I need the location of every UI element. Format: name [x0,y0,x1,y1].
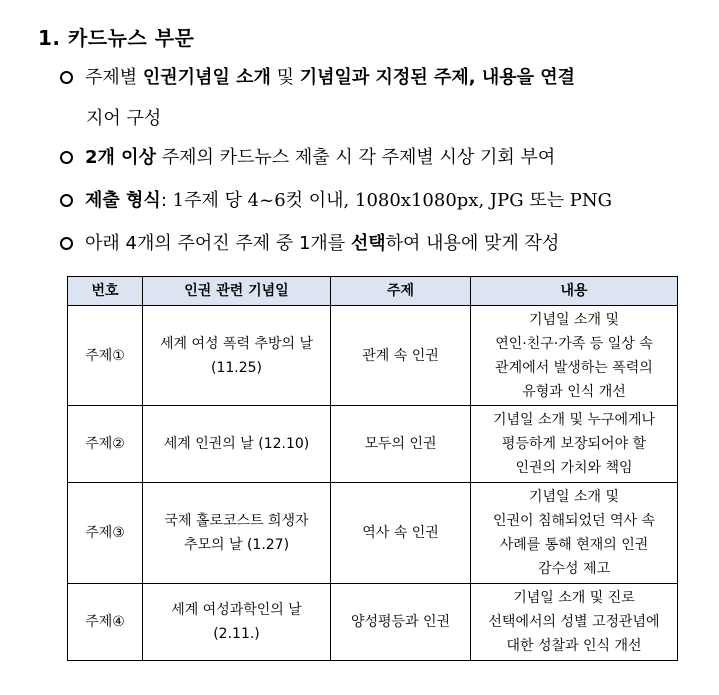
bullet-2: 2개 이상 주제의 카드뉴스 제출 시 각 주제별 시상 기회 부여 [60,147,555,169]
content-cell: 기념일 소개 및 연인·친구·가족 등 일상 속 관계에서 발생하는 폭력의 유형과 인식 개선 [471,306,678,406]
topics-table [67,276,678,661]
section-heading: 1. 카드뉴스 부문 [38,26,195,50]
content-cell: 기념일 소개 및 진로 선택에서의 성별 고정관념에 대한 성찰과 인식 개선 [471,584,678,661]
row-number: 주제③ [68,483,143,584]
bullet-1-continuation: 지어 구성 [86,108,162,129]
topic-cell: 모두의 인권 [331,406,471,483]
table-row [68,483,678,584]
header-number: 번호 [68,277,143,306]
circle-bullet-icon [60,194,73,207]
circle-bullet-icon [60,237,73,250]
circle-bullet-icon [60,151,73,164]
topic-cell: 관계 속 인권 [331,306,471,406]
table-row [68,306,678,406]
table-row [68,584,678,661]
table-row [68,406,678,483]
header-content: 내용 [471,277,678,306]
memorial-day-cell: 세계 여성과학인의 날 (2.11.) [143,584,331,661]
header-topic: 주제 [331,277,471,306]
row-number: 주제① [68,306,143,406]
circle-bullet-icon [60,71,73,84]
header-memorial-day: 인권 관련 기념일 [143,277,331,306]
row-number: 주제④ [68,584,143,661]
topic-cell: 양성평등과 인권 [331,584,471,661]
table-header-row [68,277,678,306]
topic-cell: 역사 속 인권 [331,483,471,584]
memorial-day-cell: 국제 홀로코스트 희생자 추모의 날 (1.27) [143,483,331,584]
row-number: 주제② [68,406,143,483]
memorial-day-cell: 세계 인권의 날 (12.10) [143,406,331,483]
bullet-1: 주제별 인권기념일 소개 및 기념일과 지정된 주제, 내용을 연결 [60,67,575,89]
memorial-day-cell: 세계 여성 폭력 추방의 날 (11.25) [143,306,331,406]
content-cell: 기념일 소개 및 누구에게나 평등하게 보장되어야 할 인권의 가치와 책임 [471,406,678,483]
content-cell: 기념일 소개 및 인권이 침해되었던 역사 속 사례를 통해 현재의 인권 감수성 제고 [471,483,678,584]
bullet-3: 제출 형식: 1주제 당 4~6컷 이내, 1080x1080px, JPG 또는 PNG [60,190,612,212]
bullet-4: 아래 4개의 주어진 주제 중 1개를 선택하여 내용에 맞게 작성 [60,233,559,255]
